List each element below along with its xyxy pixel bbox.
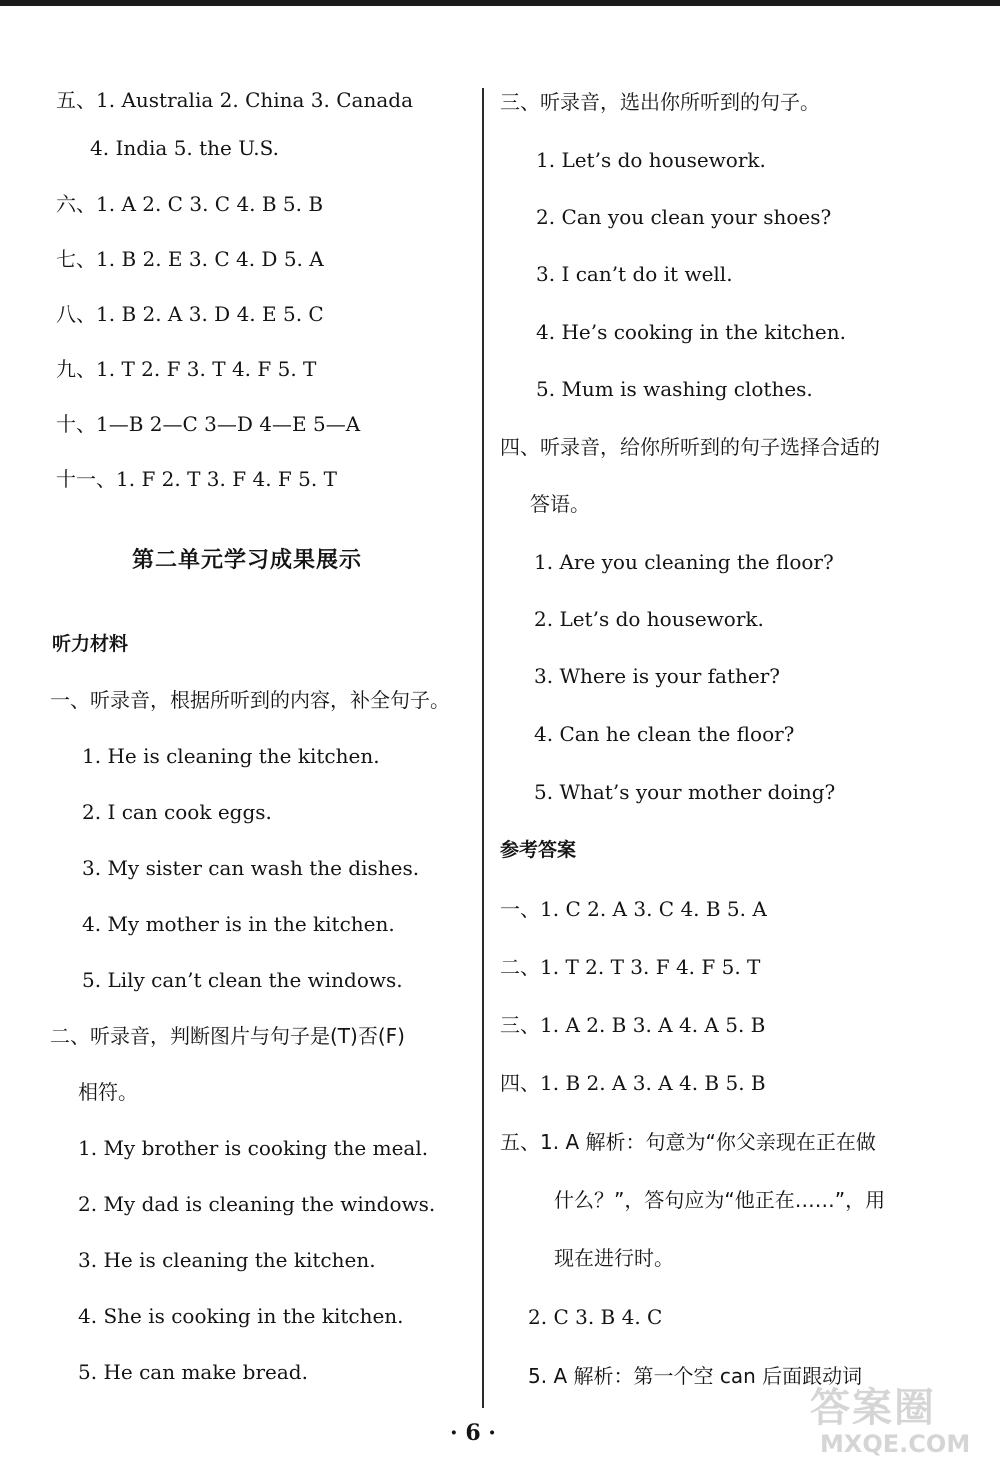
list-item: 1. Are you cleaning the floor? — [534, 550, 834, 574]
watermark-url: MXQE.COM — [820, 1430, 971, 1458]
answer-line: 四、1. B 2. A 3. A 4. B 5. B — [500, 1071, 766, 1095]
answer-line: 一、1. C 2. A 3. C 4. B 5. A — [500, 897, 767, 921]
answer-explanation: 5. A 解析：第一个空 can 后面跟动词 — [528, 1364, 863, 1388]
answer-line: 十一、1. F 2. T 3. F 4. F 5. T — [56, 467, 337, 491]
list-item: 2. Let’s do housework. — [534, 607, 764, 631]
listening-heading: 听力材料 — [52, 633, 129, 655]
answer-line: 4. India 5. the U.S. — [90, 136, 279, 160]
column-divider — [482, 88, 484, 1408]
watermark-logo — [800, 1376, 990, 1464]
answer-line: 2. C 3. B 4. C — [528, 1305, 663, 1329]
section-3-title: 三、听录音，选出你所听到的句子。 — [500, 90, 820, 114]
answer-line: 十、1—B 2—C 3—D 4—E 5—A — [56, 412, 361, 436]
list-item: 2. My dad is cleaning the windows. — [78, 1192, 436, 1216]
list-item: 4. Can he clean the floor? — [534, 722, 795, 746]
watermark-text: 答案圈 — [810, 1385, 936, 1431]
answer-line: 三、1. A 2. B 3. A 4. A 5. B — [500, 1013, 766, 1037]
answer-explanation-cont: 现在进行时。 — [554, 1246, 674, 1270]
list-item: 2. I can cook eggs. — [82, 800, 272, 824]
answer-line: 七、1. B 2. E 3. C 4. D 5. A — [56, 247, 324, 271]
answer-line: 六、1. A 2. C 3. C 4. B 5. B — [56, 192, 324, 216]
section-4-title: 四、听录音，给你所听到的句子选择合适的 — [500, 435, 880, 459]
list-item: 4. He’s cooking in the kitchen. — [536, 320, 846, 344]
answer-line: 九、1. T 2. F 3. T 4. F 5. T — [56, 357, 317, 381]
list-item: 1. My brother is cooking the meal. — [78, 1136, 429, 1160]
answer-explanation: 五、1. A 解析：句意为“你父亲现在正在做 — [500, 1130, 876, 1154]
list-item: 2. Can you clean your shoes? — [536, 205, 832, 229]
list-item: 4. My mother is in the kitchen. — [82, 912, 395, 936]
unit-title: 第二单元学习成果展示 — [132, 548, 363, 573]
list-item: 4. She is cooking in the kitchen. — [78, 1304, 404, 1328]
list-item: 5. Lily can’t clean the windows. — [82, 968, 403, 992]
list-item: 3. Where is your father? — [534, 664, 780, 688]
section-4-title-cont: 答语。 — [530, 492, 590, 516]
answer-line: 八、1. B 2. A 3. D 4. E 5. C — [56, 302, 324, 326]
list-item: 5. What’s your mother doing? — [534, 780, 836, 804]
list-item: 5. He can make bread. — [78, 1360, 308, 1384]
list-item: 5. Mum is washing clothes. — [536, 377, 813, 401]
list-item: 1. Let’s do housework. — [536, 148, 766, 172]
list-item: 1. He is cleaning the kitchen. — [82, 744, 380, 768]
list-item: 3. I can’t do it well. — [536, 262, 733, 286]
page-number: · 6 · — [450, 1420, 496, 1446]
answer-explanation-cont: 什么？”，答句应为“他正在……”，用 — [554, 1188, 886, 1212]
page-top-border — [0, 0, 1000, 6]
answer-line: 二、1. T 2. T 3. F 4. F 5. T — [500, 955, 761, 979]
section-2-title: 二、听录音，判断图片与句子是(T)否(F) — [50, 1024, 405, 1048]
list-item: 3. My sister can wash the dishes. — [82, 856, 420, 880]
section-2-title-cont: 相符。 — [78, 1080, 138, 1104]
section-1-title: 一、听录音，根据所听到的内容，补全句子。 — [50, 688, 450, 712]
answer-line: 五、1. Australia 2. China 3. Canada — [56, 88, 414, 112]
answers-heading: 参考答案 — [500, 839, 577, 861]
list-item: 3. He is cleaning the kitchen. — [78, 1248, 376, 1272]
